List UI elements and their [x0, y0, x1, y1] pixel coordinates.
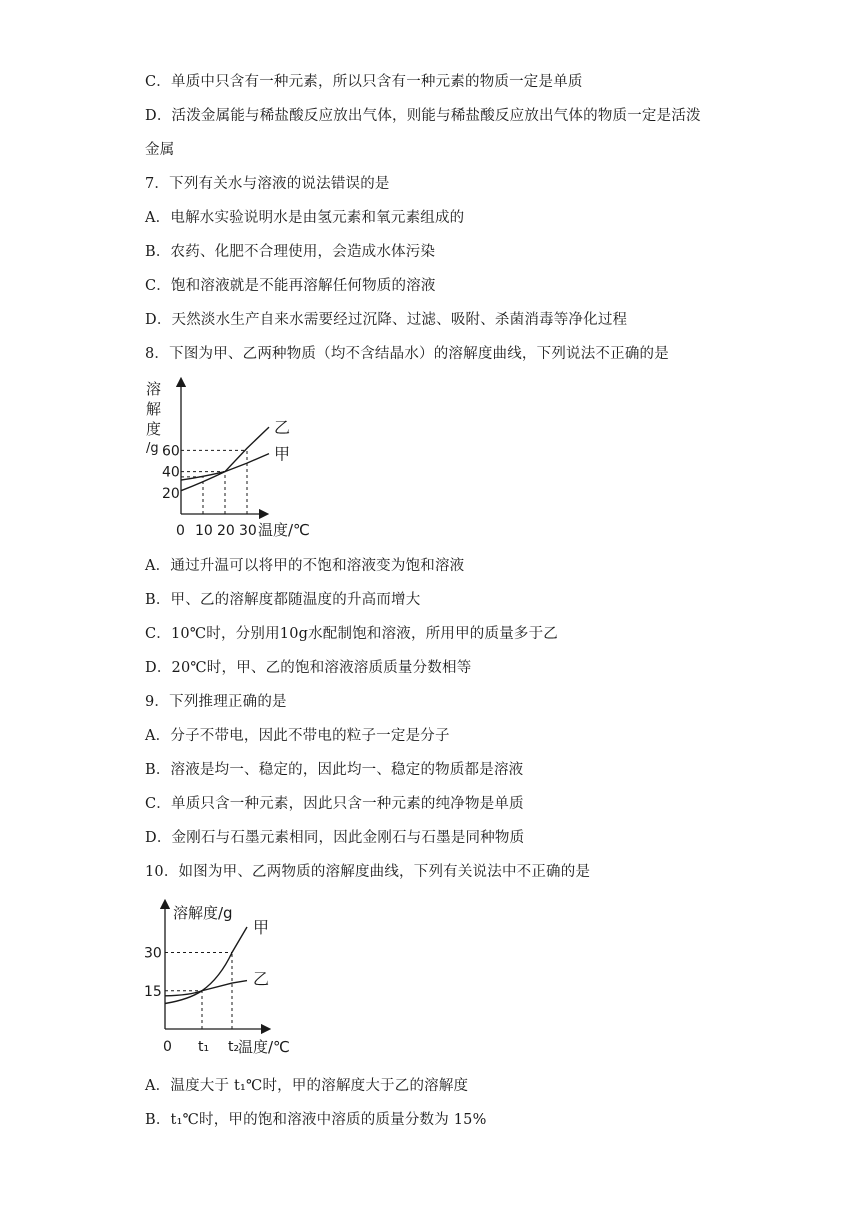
q6-option-d: D．活泼金属能与稀盐酸反应放出气体，则能与稀盐酸反应放出气体的物质一定是活泼: [145, 108, 701, 124]
x-axis-label: 温度/℃: [238, 1038, 290, 1056]
y-tick-label: 15: [144, 983, 162, 1000]
q8-solubility-chart: [140, 374, 340, 544]
svg-text:溶: 溶: [146, 380, 162, 398]
q8-option-c: C．10℃时，分别用10g水配制饱和溶液，所用甲的质量多于乙: [145, 626, 558, 642]
x-tick-label: 0: [176, 523, 185, 539]
q6-option-d-cont: 金属: [145, 142, 175, 158]
x-tick-label: 30: [239, 523, 257, 539]
q9-option-a: A．分子不带电，因此不带电的粒子一定是分子: [145, 728, 450, 744]
q9-option-d: D．金刚石与石墨元素相同，因此金刚石与石墨是同种物质: [145, 830, 525, 846]
q10-option-a: A．温度大于 t₁℃时，甲的溶解度大于乙的溶解度: [145, 1078, 469, 1094]
svg-text:度: 度: [146, 420, 162, 438]
y-axis-label: [146, 380, 161, 456]
series-label: 甲: [253, 918, 270, 937]
x-tick-label: t₂: [228, 1039, 240, 1055]
y-axis-label: 溶解度/g: [173, 904, 233, 922]
q8-stem: 8．下图为甲、乙两种物质（均不含结晶水）的溶解度曲线，下列说法不正确的是: [145, 346, 669, 362]
series-label: 甲: [274, 444, 291, 464]
x-axis-label: 温度/℃: [258, 521, 310, 539]
q8-option-a: A．通过升温可以将甲的不饱和溶液变为饱和溶液: [145, 558, 465, 574]
q7-option-a: A．电解水实验说明水是由氢元素和氧元素组成的: [145, 210, 465, 226]
q9-option-b: B．溶液是均一、稳定的，因此均一、稳定的物质都是溶液: [145, 762, 524, 778]
q8-option-b: B．甲、乙的溶解度都随温度的升高而增大: [145, 592, 421, 608]
series-label: 乙: [253, 969, 270, 989]
y-tick-label: 30: [144, 945, 162, 962]
x-tick-label: 0: [163, 1039, 172, 1055]
q10-solubility-chart: [140, 896, 320, 1058]
q10-option-b: B．t₁℃时，甲的饱和溶液中溶质的质量分数为 15%: [145, 1112, 487, 1128]
q7-option-c: C．饱和溶液就是不能再溶解任何物质的溶液: [145, 278, 436, 294]
y-tick-label: 40: [162, 464, 180, 481]
q7-option-d: D．天然淡水生产自来水需要经过沉降、过滤、吸附、杀菌消毒等净化过程: [145, 312, 628, 328]
y-tick-label: 60: [162, 443, 180, 460]
q10-stem: 10．如图为甲、乙两物质的溶解度曲线，下列有关说法中不正确的是: [145, 864, 591, 880]
q6-option-c: C．单质中只含有一种元素，所以只含有一种元素的物质一定是单质: [145, 74, 583, 90]
x-tick-label: 20: [217, 523, 235, 539]
svg-text:/g: /g: [146, 441, 159, 456]
x-tick-label: 10: [195, 523, 213, 539]
q7-stem: 7．下列有关水与溶液的说法错误的是: [145, 176, 390, 192]
y-tick-label: 20: [162, 485, 180, 502]
q9-option-c: C．单质只含一种元素，因此只含一种元素的纯净物是单质: [145, 796, 524, 812]
svg-text:解: 解: [146, 400, 162, 418]
q7-option-b: B．农药、化肥不合理使用，会造成水体污染: [145, 244, 436, 260]
q8-option-d: D．20℃时，甲、乙的饱和溶液溶质质量分数相等: [145, 660, 472, 676]
series-line-jia: [165, 927, 247, 1004]
x-tick-label: t₁: [198, 1039, 210, 1055]
series-label: 乙: [274, 418, 291, 438]
q9-stem: 9．下列推理正确的是: [145, 694, 287, 710]
